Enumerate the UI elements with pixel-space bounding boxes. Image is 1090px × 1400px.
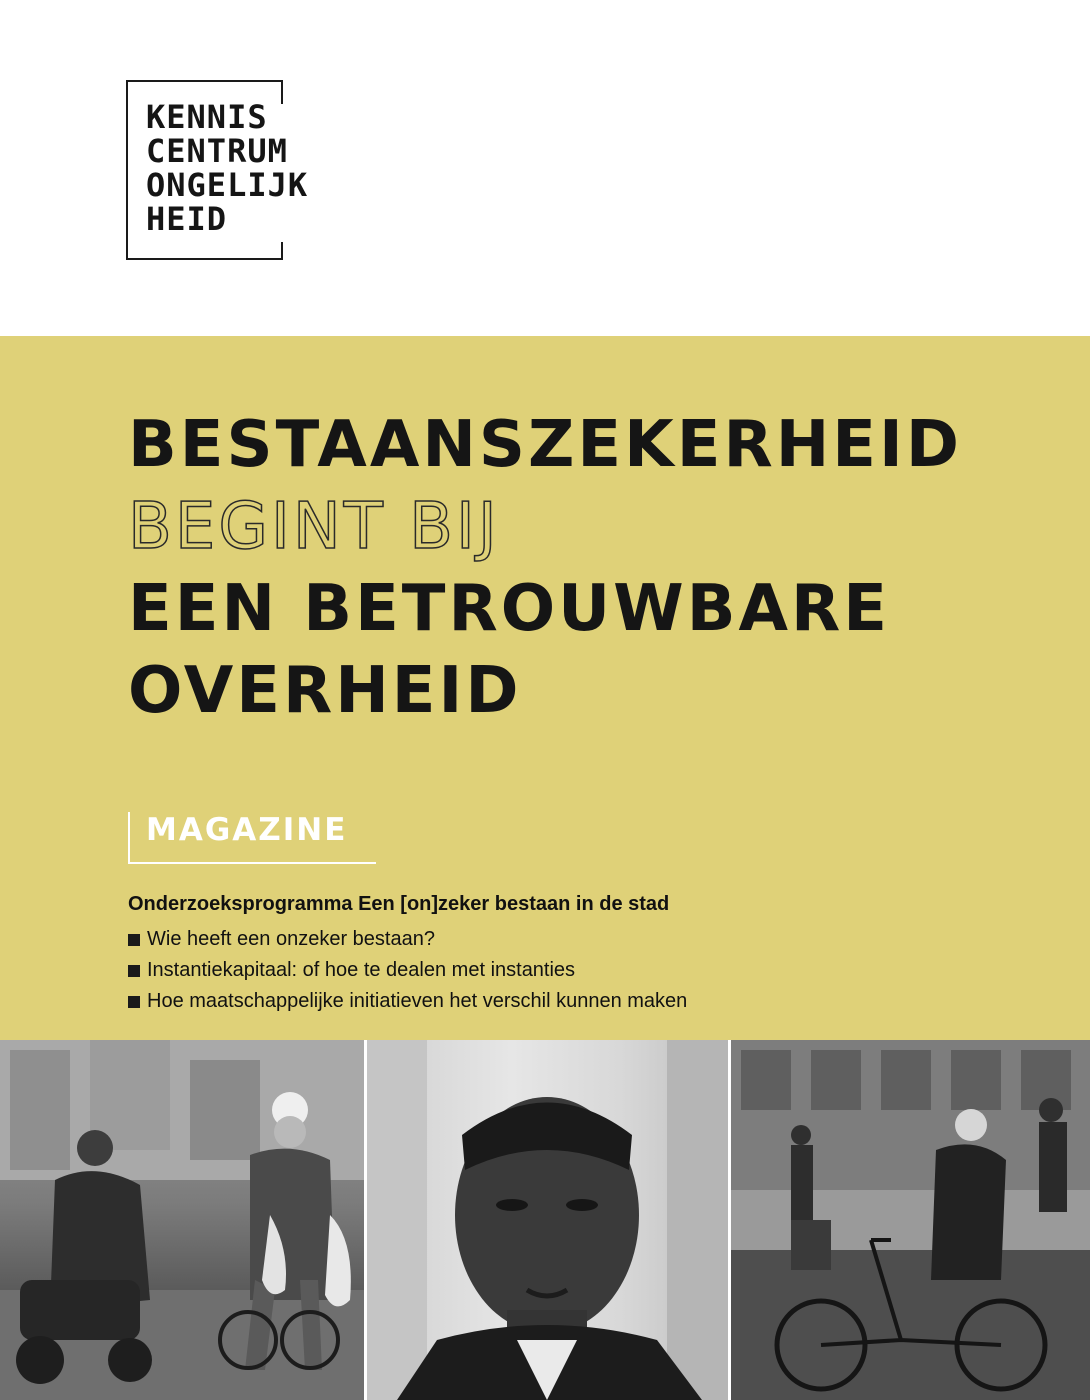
magazine-label-text: MAGAZINE xyxy=(146,812,348,848)
list-item xyxy=(128,924,687,955)
street-scene-illustration xyxy=(0,1040,364,1400)
street-scene-photo xyxy=(0,1040,364,1400)
list-item-text: Hoe maatschappelijke initiatieven het verschil kunnen maken xyxy=(147,990,688,1012)
logo-line: KENNIS xyxy=(146,98,268,136)
square-bullet-icon xyxy=(128,965,140,977)
list-item-text: Wie heeft een onzeker bestaan? xyxy=(147,928,435,950)
magazine-label xyxy=(128,812,376,864)
photo-strip xyxy=(0,1040,1090,1400)
title-line-1: BESTAANSZEKERHEID xyxy=(128,408,962,482)
title-line-4: OVERHEID xyxy=(128,654,522,728)
portrait-photo xyxy=(367,1040,728,1400)
logo-line: CENTRUM xyxy=(146,132,288,170)
title-line-2: BEGINT BIJ xyxy=(128,490,500,564)
cyclist-illustration xyxy=(731,1040,1090,1400)
title-line-3: EEN BETROUWBARE xyxy=(128,572,890,646)
cover-title xyxy=(128,404,962,732)
square-bullet-icon xyxy=(128,934,140,946)
logo-line: HEID xyxy=(146,200,228,238)
cyclist-photo xyxy=(731,1040,1090,1400)
logo-line: ONGELIJK xyxy=(146,166,309,204)
square-bullet-icon xyxy=(128,996,140,1008)
program-lead: Onderzoeksprogramma Een [on]zeker bestaan in de stad xyxy=(128,893,670,915)
list-item-text: Instantiekapitaal: of hoe te dealen met instanties xyxy=(147,959,576,981)
program-list xyxy=(128,924,687,1017)
list-item xyxy=(128,986,687,1017)
list-item xyxy=(128,955,687,986)
logo xyxy=(146,100,308,236)
cover-header xyxy=(0,0,1090,336)
portrait-illustration xyxy=(367,1040,728,1400)
